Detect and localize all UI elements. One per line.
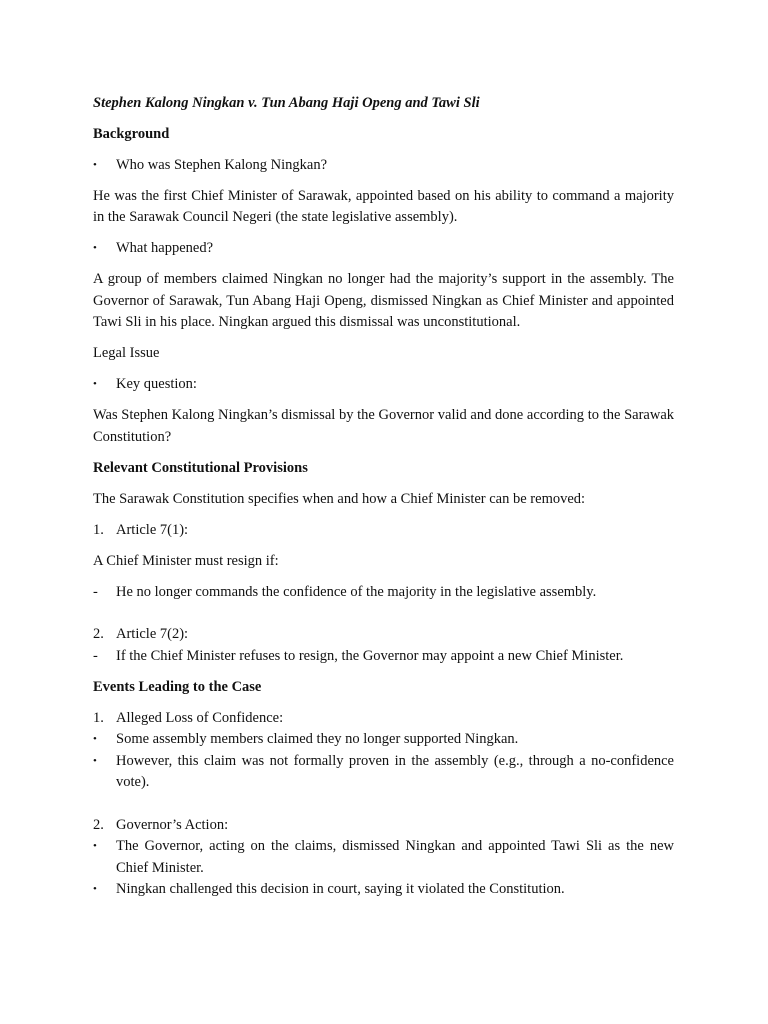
bullet-marker: • [93,754,97,767]
document-page [93,93,674,901]
numbered-item [93,520,674,542]
bullet-item [93,751,674,794]
paragraph: A group of members claimed Ningkan no longer had the majority’s support in the assembly. The Governor of Sarawak, Tun Abang Haji Openg, dismissed Ningkan as Chief Minister and appointed Tawi Sli in his place. Ningkan argued this dismissal was unconstitutional. [93,271,674,330]
paragraph: He was the first Chief Minister of Sarawak, appointed based on his ability to command a majority in the Sarawak Council Negeri (the state legislative assembly). [93,187,674,225]
bullet-text: Key question: [116,376,197,392]
bullet-text: However, this claim was not formally proven in the assembly (e.g., through a no-confidence vote). [116,752,674,790]
dash-text: He no longer commands the confidence of the majority in the legislative assembly. [116,583,597,600]
dash-marker: - [93,647,98,664]
heading-events: Events Leading to the Case [93,678,262,695]
bullet-marker: • [93,883,97,895]
bullet-item [93,836,674,879]
numbered-text: Article 7(1): [116,521,189,538]
number-marker: 1. [93,709,104,726]
bullet-item [93,729,674,751]
dash-item [93,582,674,604]
numbered-item [93,815,674,837]
numbered-text: Governor’s Action: [116,816,229,833]
heading-background: Background [93,125,170,142]
paragraph: A Chief Minister must resign if: [93,552,279,569]
bullet-marker: • [93,378,97,390]
bullet-text: Ningkan challenged this decision in court, saying it violated the Constitution. [116,881,565,897]
bullet-item [93,155,674,177]
bullet-item [93,238,674,260]
paragraph: Was Stephen Kalong Ningkan’s dismissal by the Governor valid and done according to the Sarawak Constitution? [93,407,674,445]
document-title: Stephen Kalong Ningkan v. Tun Abang Haji Openg and Tawi Sli [93,95,480,111]
bullet-marker: • [93,840,97,852]
number-marker: 2. [93,626,104,642]
bullet-marker: • [93,242,97,254]
heading-provisions: Relevant Constitutional Provisions [93,459,308,476]
bullet-marker: • [93,733,97,745]
numbered-item [93,708,674,730]
number-marker: 1. [93,521,104,538]
bullet-text: Who was Stephen Kalong Ningkan? [116,156,328,173]
paragraph: The Sarawak Constitution specifies when and how a Chief Minister can be removed: [93,490,586,507]
dash-marker: - [93,583,98,600]
numbered-item [93,624,674,646]
bullet-marker: • [93,158,97,171]
bullet-text: The Governor, acting on the claims, dismissed Ningkan and appointed Tawi Sli as the new Chief Minister. [116,838,674,876]
numbered-text: Article 7(2): [116,626,189,642]
bullet-item [93,879,674,901]
heading-legal-issue: Legal Issue [93,345,160,361]
bullet-text: What happened? [116,240,214,256]
bullet-text: Some assembly members claimed they no longer supported Ningkan. [116,731,519,747]
numbered-text: Alleged Loss of Confidence: [116,709,284,726]
dash-item [93,646,674,668]
dash-text: If the Chief Minister refuses to resign, the Governor may appoint a new Chief Minister. [116,647,624,664]
number-marker: 2. [93,816,104,833]
bullet-item [93,374,674,396]
